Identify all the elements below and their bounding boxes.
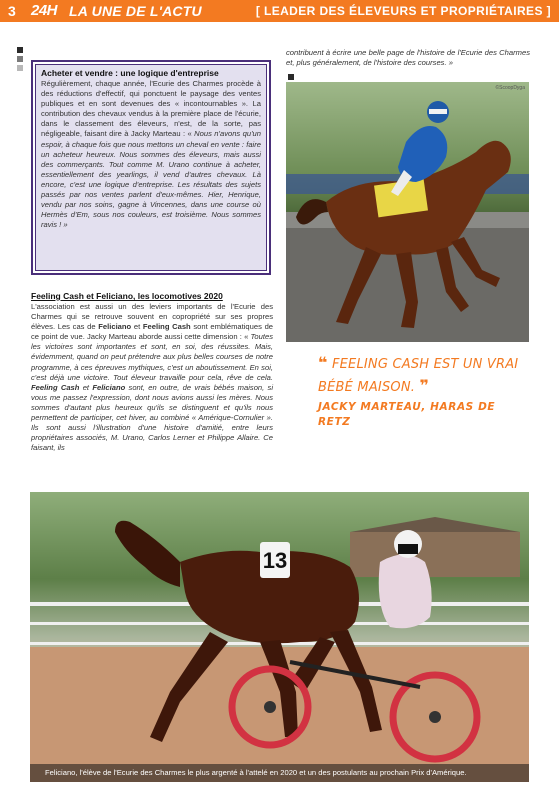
sidebar-text-plain: Régulièrement, chaque année, l'Ecurie des Charmes procède à des réductions d'effectif, qui ponctuent le paysage des ventes publiques et en sont devenues des « incontournables ». La contribution des chevaux vendus à la première place de l'écurie, dans le classement des éleveurs, n'est, de la sorte, pas négligeable, faisant dire à Jacky Marteau : « — [41, 79, 261, 139]
quote-text: sont, en outre, de vrais bébés maison, si vous me passez l'expression, dont nous avions aussi les mères. Nous sommes d'autant plus heureux qu'ils se distinguent et qu'ils nous permettent de participer, cet hiver, au combiné « Amérique-Cornulier ». Ils sont aussi l'illustration d'une histoire d'amitié, entre leurs propriétaires associés, M. Urano, Carlos Lerner et Philippe Allaire. Ce faisant, ils — [31, 382, 274, 453]
pull-quote-words: FEELING CASH EST UN VRAI BÉBÉ MAISON. — [318, 357, 519, 395]
paragraph-text: L'association est aussi un des leviers importants de l'Ecurie des Charmes qui se retrouve souvent en copropriété sur ses propres élèves. Les cas de — [31, 302, 273, 332]
pull-quote — [310, 342, 528, 434]
header-bar — [0, 0, 559, 22]
page-number: 3 — [8, 3, 16, 19]
sidebar-box-inner — [35, 64, 267, 271]
horse-name: Feeling Cash — [31, 382, 80, 392]
paragraph-text: et — [131, 322, 143, 332]
photo-credit: ©ScoopDyga — [495, 85, 525, 91]
deco-square — [288, 74, 294, 80]
pull-quote-text — [318, 352, 520, 398]
horse-name: Feeling Cash — [142, 322, 191, 332]
sidebar-box-title: Acheter et vendre : une logique d'entreprise — [41, 68, 219, 78]
article-paragraph — [31, 302, 273, 453]
quote-text: et — [79, 382, 93, 392]
horse-name: Feliciano — [98, 322, 132, 332]
quote-text: Toutes les victoires sont importantes et sont, en soi, des réussites. Mais, évidemment, quand on peut prétendre aux plus belles courses de notre programme, à ces épreuves mythiques, c'est un aboutissement. En soi, c'est déjà une victoire. Tout éleveur travaille pour cela, rêve de cela. — [31, 332, 273, 382]
trotting-race-photo — [30, 492, 529, 782]
sidebar-box — [31, 60, 271, 275]
race-bib-number: 13 — [262, 548, 288, 573]
article-continuation: contribuent à écrire une belle page de l'histoire de l'Ecurie des Charmes et, plus généralement, de l'histoire des courses. » — [286, 48, 530, 68]
horse-racing-photo — [286, 82, 529, 342]
deco-square — [17, 65, 23, 71]
section-title: LA UNE DE L'ACTU — [69, 3, 202, 19]
paragraph-text: sont emblématiques de ce point de vue. Jacky Marteau aborde aussi cette dimension : « — [31, 322, 274, 342]
close-quote-icon: ❞ — [419, 376, 430, 395]
trotting-photo-illustration — [30, 492, 529, 782]
open-quote-icon: ❝ — [318, 353, 328, 372]
sidebar-text-quote: Nous n'avons qu'un espoir, à chaque fois que nous mettons un cheval en vente : faire un acheteur heureux. Nous sommes des éleveurs, mais aussi des commerçants. Tout comme M. Urano continue à acheter, essentiellement des yearlings, il vend d'autres chevaux. Là encore, c'est une logique d'entreprise. Les résultats des sujets passés par nos ventes parlent d'eux-mêmes. Hier, Henrique, vendu par nos soins, gagne à Vincennes, dans une course où Hermès d'Em, sous nos couleurs, est troisième. Nous sommes ravis ! » — [41, 129, 261, 230]
deco-square — [17, 56, 23, 62]
deco-square — [17, 47, 23, 53]
tagline: [ LEADER DES ÉLEVEURS ET PROPRIÉTAIRES ] — [255, 4, 551, 18]
horse-photo-illustration — [286, 82, 529, 342]
sidebar-box-text — [41, 79, 261, 230]
photo-caption: Feliciano, l'élève de l'Ecurie des Charmes le plus argenté à l'attelé en 2020 et un des postulants au prochain Prix d'Amérique. — [30, 764, 529, 782]
article-subtitle: Feeling Cash et Feliciano, les locomotives 2020 — [31, 291, 223, 301]
brand-logo: 24H — [31, 2, 58, 19]
article-column-left — [31, 291, 273, 453]
horse-name: Feliciano — [92, 382, 126, 392]
pull-quote-author: JACKY MARTEAU, HARAS DE RETZ — [318, 401, 496, 428]
